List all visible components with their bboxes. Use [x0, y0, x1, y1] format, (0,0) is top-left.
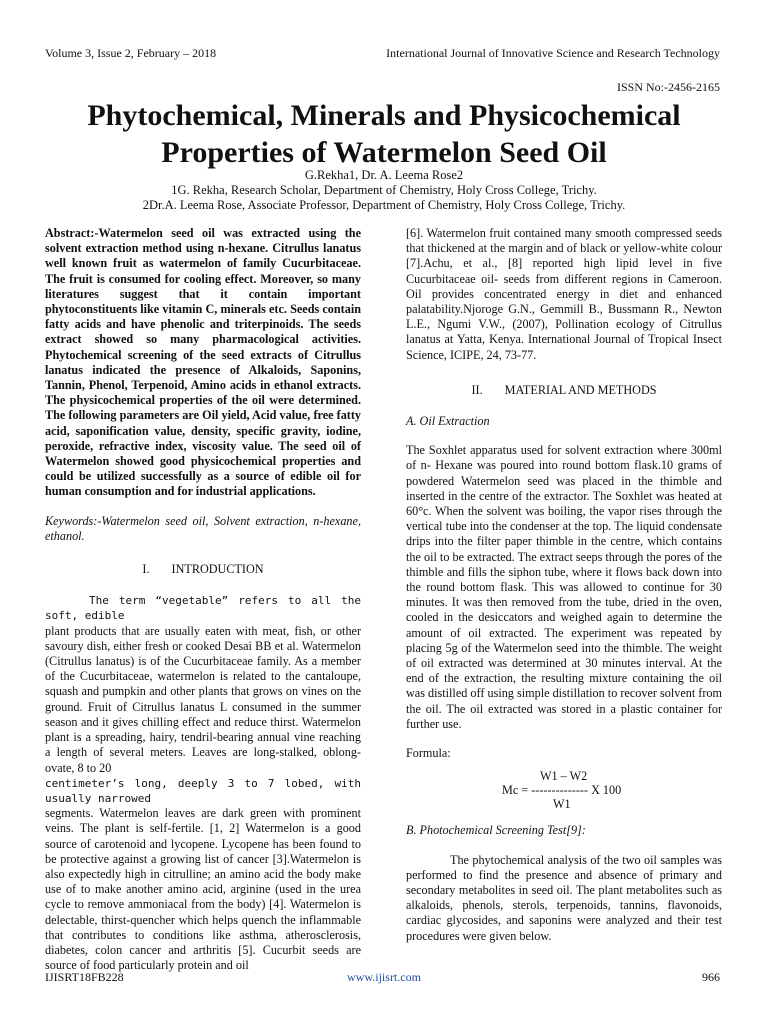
intro-continuation: [6]. Watermelon fruit contained many smooth compressed seeds that thickened at the margin and of black or yellow-white colour [7].Achu, et al., [8] reported high lipid level in five Cucurbitaceae oil- seeds from different regions in Cameroon. Oil provides concentrated energy in diet and enhanced palatability.Njoroge G.N., Gemmill B., Bussmann R., Newton L.E., Ngumi V.W., (2007), Pollination ecology of Citrullus lanatus at Yatta, Kenya. International Journal of Tropical Insect Science, ICIPE, 24, 73-77. — [406, 226, 722, 362]
subsection-oil-extraction: A. Oil Extraction — [406, 414, 490, 429]
journal-name: International Journal of Innovative Science and Research Technology — [386, 46, 720, 60]
issn: ISSN No:-2456-2165 — [616, 80, 720, 94]
intro-handwritten-line-1: The term “vegetable” refers to all the soft, edible — [45, 594, 361, 623]
section-number: II. — [471, 382, 483, 397]
paper-title: Phytochemical, Minerals and Physicochemical Properties of Watermelon Seed Oil — [87, 99, 681, 169]
section-number: I. — [142, 562, 150, 577]
section-title: INTRODUCTION — [171, 562, 264, 577]
section-heading-methods — [406, 383, 722, 398]
formula-denominator: W1 — [553, 797, 571, 812]
paper-id: IJISRT18FB228 — [45, 970, 124, 984]
methods-paragraph: The Soxhlet apparatus used for solvent extraction where 300ml of n- Hexane was poured into round bottom flask.10 grams of powdered Watermelon seed was placed in the thimble and inserted in the centre of the extractor. The Soxhlet was heated at 60°c. When the solvent was boiling, the vapor rises through the vertical tube into the condenser at the top. The liquid condensate drips into the filter paper thimble in the centre, which contains the oil to be extracted. The extract seeps through the pores of the thimble and fills the siphon tube, where it flows back down into the round bottom flask. This was allowed to continue for 30 minutes. It was then removed from the tube, dried in the oven, cooled in the desiccators and weighed again to determine the amount of oil extracted. The experiment was repeated by placing 5g of the Watermelon seed into the thimble. The weight of oil extracted was determined at 30 minutes interval. At the end of the extraction, the resulting mixture containing the oil was distilled off using simple distillation to recover solvent from the oil. The oil extracted was stored in a plastic container for further use. — [406, 443, 722, 731]
section-title: MATERIAL AND METHODS — [504, 382, 657, 397]
author-block — [40, 168, 728, 213]
keywords: Keywords:-Watermelon seed oil, Solvent extraction, n-hexane, ethanol. — [45, 513, 361, 543]
formula-main: Mc = -------------- X 100 — [502, 783, 622, 798]
right-column — [406, 226, 722, 944]
affiliation-2: 2Dr.A. Leema Rose, Associate Professor, Department of Chemistry, Holy Cross College, Trichy. — [142, 198, 626, 212]
intro-paragraph-2: segments. Watermelon leaves are dark green with prominent veins. The plant is self-fertile. [1, 2] Watermelon is a good source of carotenoid and lycopene. Lycopene has been found to be protective against a growing list of cancer [3].Watermelon is also expectedly high in citrulline; an amino acid the body make use of to make another amino acid, arginine (used in the urea cycle to remove ammoniacal from the body) [4]. Watermelon is delectable, thirst-quencher which helps quench the inflammable that contributes to conditions like asthma, atherosclerosis, diabetes, colon cancer and arthritis [5]. Cucurbit seeds are source of food particularly protein and oil — [45, 806, 361, 973]
subsection-screening: B. Photochemical Screening Test[9]: — [406, 823, 586, 838]
journal-website-link[interactable]: www.ijisrt.com — [347, 970, 421, 984]
intro-handwritten-line-2: centimeter’s long, deeply 3 to 7 lobed, with usually narrowed — [45, 776, 361, 805]
screening-paragraph: The phytochemical analysis of the two oil samples was performed to find the presence and absence of primary and secondary metabolites in seed oil. The plant metabolites such as alkaloids, phenols, sterols, terpenoids, tannins, flavonoids, cardiac glycosides, and saponins were analyzed and their test procedures were given below. — [406, 852, 722, 943]
formula — [406, 769, 722, 811]
abstract: Abstract:-Watermelon seed oil was extracted using the solvent extraction method using n-hexane. Citrullus lanatus well known fruit as watermelon of family Cucurbitaceae. The fruit is consumed for cooling effect. Moreover, so many literatures suggest that it contain important phytoconstituents like vitamin C, minerals etc. Seeds contain fatty acids and have phenolic and triterpinoids. The seeds extract showed so many pharmacological activities. Phytochemical screening of the seed extracts of Citrullus lanatus indicated the presence of Alkaloids, Saponins, Tannin, Phenol, Terpenoid, Amino acids in ethanol extracts. The physicochemical properties of the oil were determined. The following parameters are Oil yield, Acid value, free fatty acid, saponification value, density, specific gravity, iodine, peroxide, refractive index, viscosity value. The seed oil of Watermelon showed good physicochemical properties and could be utilized successfully as a source of edible oil for human consumption and for industrial applications. — [45, 226, 361, 499]
journal-volume: Volume 3, Issue 2, February – 2018 — [45, 46, 217, 60]
formula-numerator: W1 – W2 — [540, 769, 588, 784]
formula-label: Formula: — [406, 746, 451, 761]
affiliation-1: 1G. Rekha, Research Scholar, Department of Chemistry, Holy Cross College, Trichy. — [171, 183, 597, 197]
page-number: 966 — [702, 970, 720, 984]
author-names: G.Rekha1, Dr. A. Leema Rose2 — [304, 168, 464, 182]
section-heading-introduction — [45, 562, 361, 577]
intro-paragraph-1: plant products that are usually eaten with meat, fish, or other savoury dish, either fresh or cooked Desai BB et al. Watermelon (Citrullus lanatus) is of the Cucurbitaceae family. As a member of the Cucurbitaceae, watermelon is related to the cantaloupe, squash and pumpkin and other plants that grows on vines on the ground. Fruit of Citrullus lanatus L consumed in the summer season and it gives chilling effect and reduce thirst. Watermelon plant is a spreading, hairy, tendril-bearing annual vine reaching a length of several meters. Leaves are long-stalked, oblong-ovate, 8 to 20 — [45, 623, 361, 775]
left-column — [45, 226, 361, 973]
